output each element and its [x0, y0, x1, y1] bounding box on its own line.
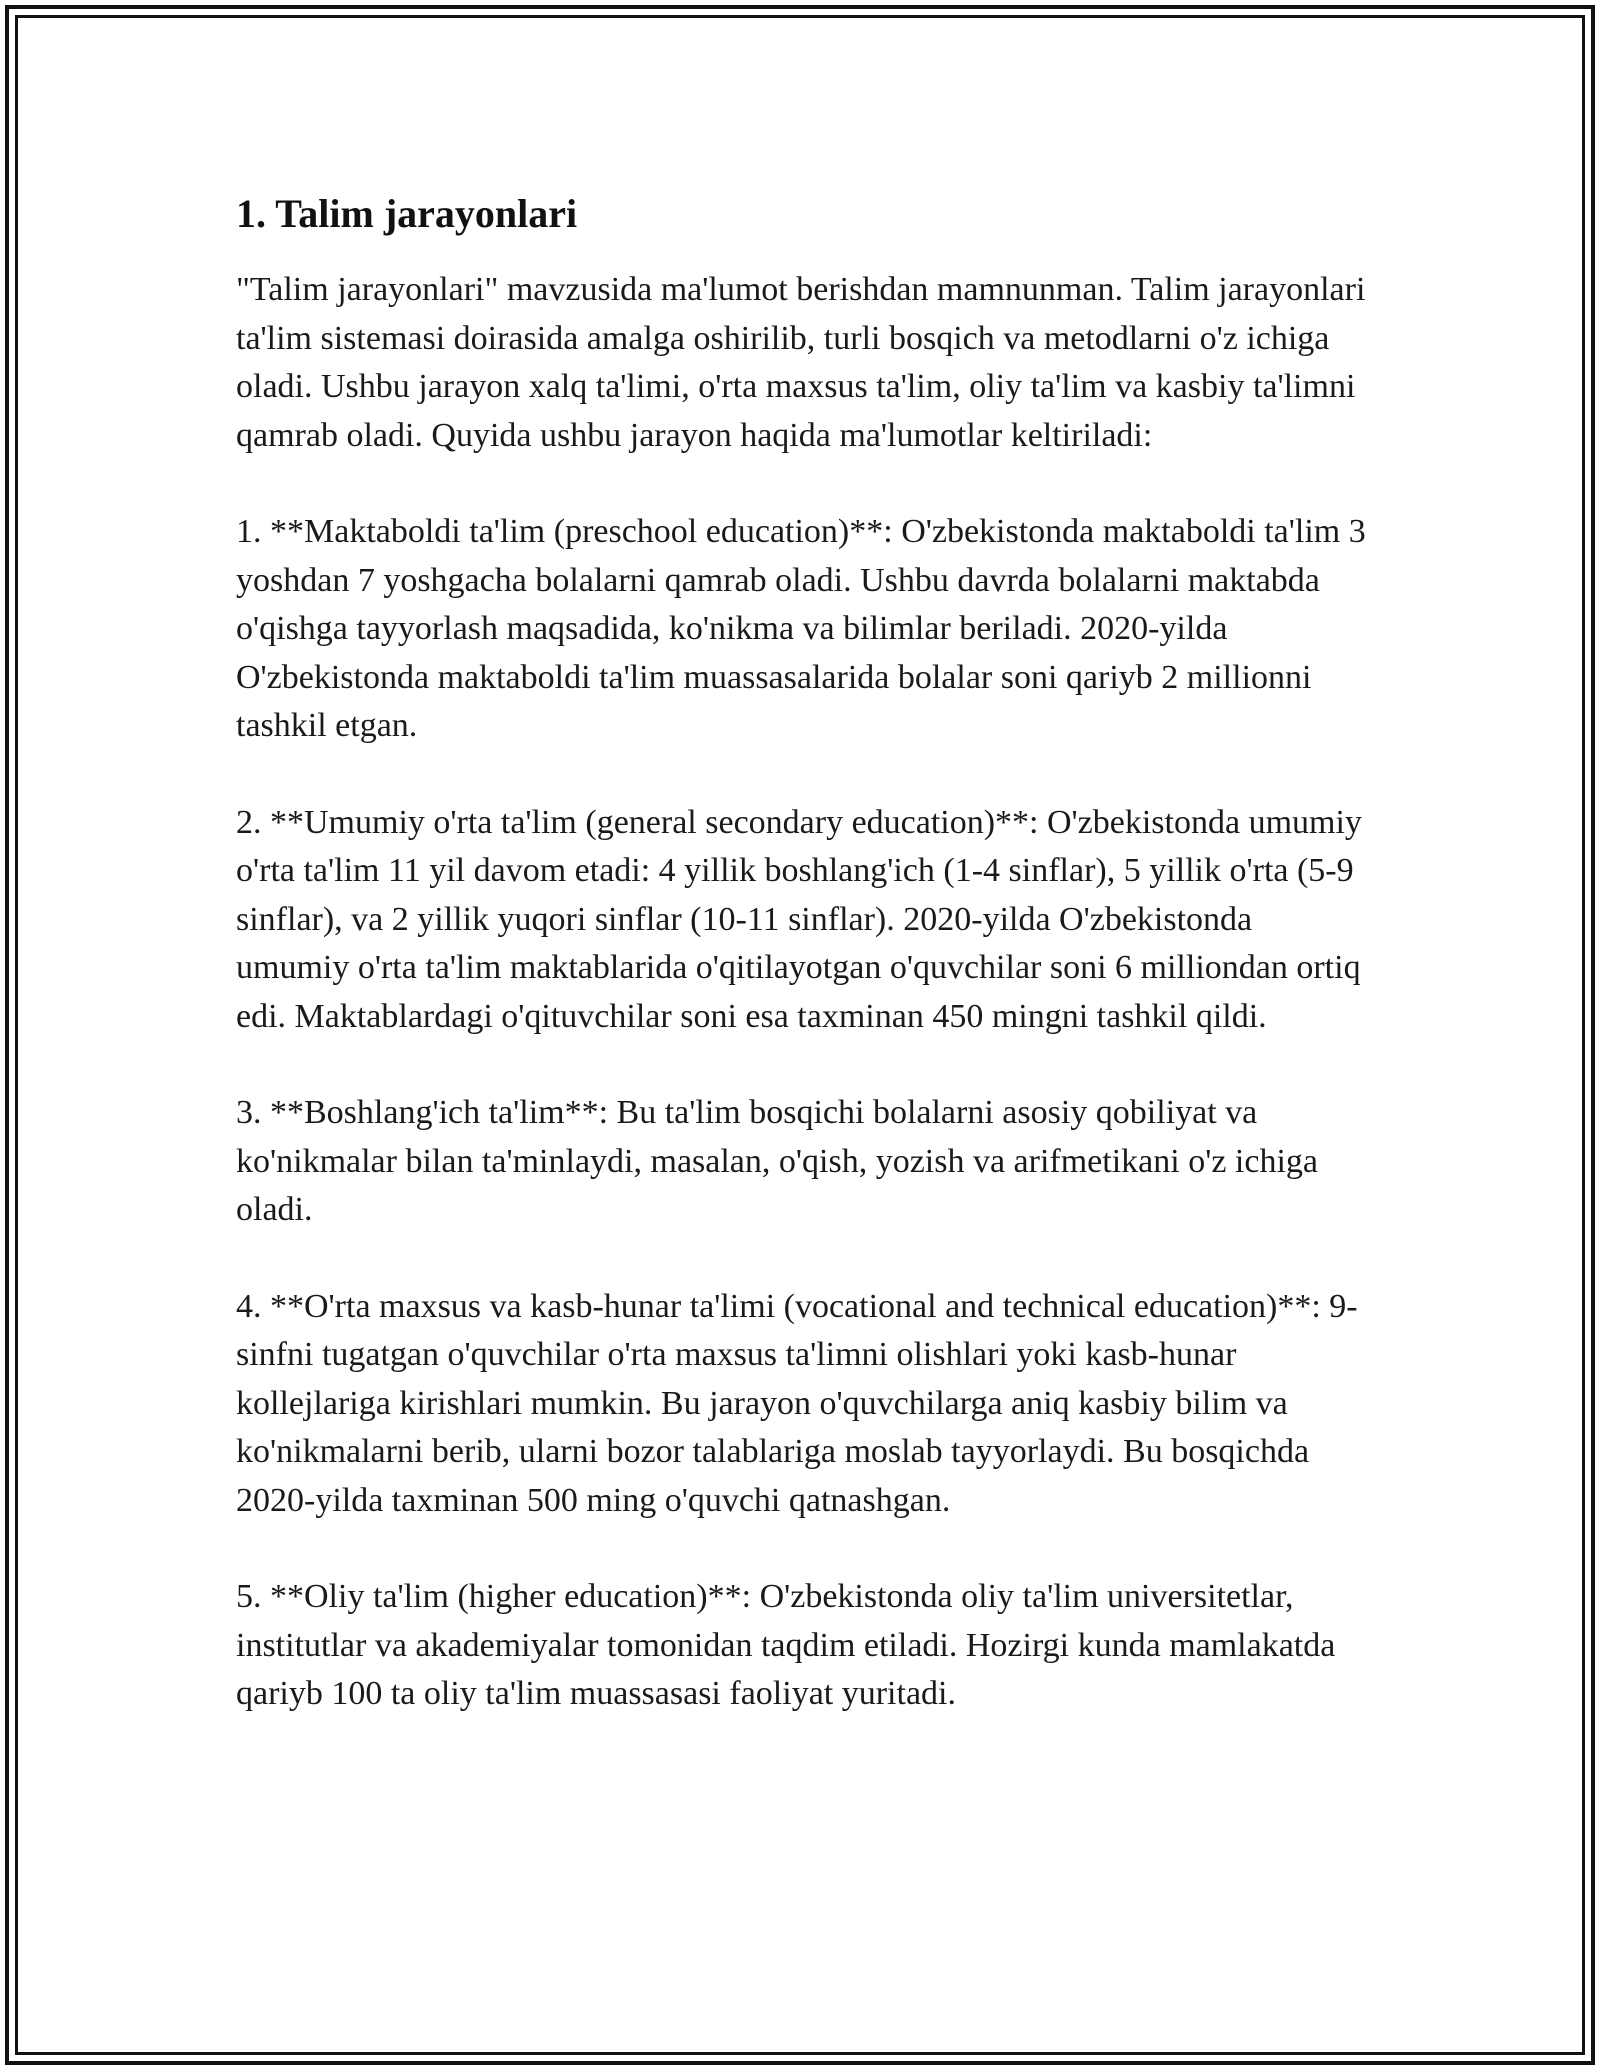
intro-paragraph: "Talim jarayonlari" mavzusida ma'lumot berishdan mamnunman. Talim jarayonlari ta'lim sistemasi doirasida amalga oshirilib, turli bosqich va metodlarni o'z ichiga oladi. Ushbu jarayon xalq ta'limi, o'rta maxsus ta'lim, oliy ta'lim va kasbiy ta'limni qamrab oladi. Quyida ushbu jarayon haqida ma'lumotlar keltiriladi:	[236, 271, 1366, 454]
paragraph-primary: 3. **Boshlang'ich ta'lim**: Bu ta'lim bosqichi bolalarni asosiy qobiliyat va ko'nikmalar bilan ta'minlaydi, masalan, o'qish, yozish va arifmetikani o'z ichiga oladi.	[236, 1094, 1318, 1228]
paragraph-general-secondary: 2. **Umumiy o'rta ta'lim (general secondary education)**: O'zbekistonda umumiy o'rta ta'lim 11 yil davom etadi: 4 yillik boshlang'ich (1-4 sinflar), 5 yillik o'rta (5-9 sinflar), va 2 yillik yuqori sinflar (10-11 sinflar). 2020-yilda O'zbekistonda umumiy o'rta ta'lim maktablarida o'qitilayotgan o'quvchilar soni 6 milliondan ortiq edi. Maktablardagi o'qituvchilar soni esa taxminan 450 mingni tashkil qildi.	[236, 803, 1362, 1035]
paragraph-preschool: 1. **Maktaboldi ta'lim (preschool education)**: O'zbekistonda maktaboldi ta'lim 3 yoshdan 7 yoshgacha bolalarni qamrab oladi. Ushbu davrda bolalarni maktabda o'qishga tayyorlash maqsadida, ko'nikma va bilimlar beriladi. 2020-yilda O'zbekistonda maktaboldi ta'lim muassasalarida bolalar soni qariyb 2 millionni tashkil etgan.	[236, 513, 1366, 744]
paragraph-vocational: 4. **O'rta maxsus va kasb-hunar ta'limi (vocational and technical education)**: 9-sinfni tugatgan o'quvchilar o'rta maxsus ta'limni olishlari yoki kasb-hunar kollejlariga kirishlari mumkin. Bu jarayon o'quvchilarga aniq kasbiy bilim va ko'nikmalarni berib, ularni bozor talablariga moslab tayyorlaydi. Bu bosqichda 2020-yilda taxminan 500 ming o'quvchi qatnashgan.	[236, 1287, 1358, 1519]
paragraph-higher: 5. **Oliy ta'lim (higher education)**: O'zbekistonda oliy ta'lim universitetlar, institutlar va akademiyalar tomonidan taqdim etiladi. Hozirgi kunda mamlakatda qariyb 100 ta oliy ta'lim muassasasi faoliyat yuritadi.	[236, 1578, 1336, 1712]
document-body	[236, 186, 1366, 1767]
section-heading: 1. Talim jarayonlari	[236, 191, 578, 236]
